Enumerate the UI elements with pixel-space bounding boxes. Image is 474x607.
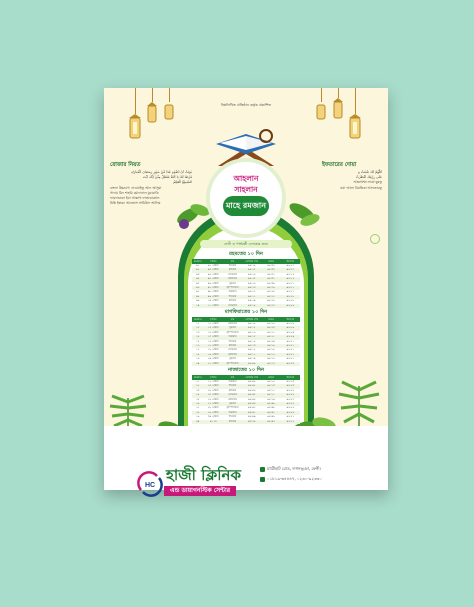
table-cell: ০৯ এপ্রিল	[207, 294, 219, 298]
table-cell: শনিবার	[228, 415, 237, 419]
table-cell: ২০	[196, 361, 200, 365]
table-cell: ১৩ এপ্রিল	[207, 326, 219, 330]
table-cell: ২৬ এপ্রিল	[207, 397, 219, 401]
table-cell: বুধবার	[229, 281, 236, 285]
table-cell: ০৪:২১	[247, 294, 256, 298]
table-cell: ০৪:০২	[247, 406, 256, 410]
table-cell: ০৬:১৯	[286, 322, 295, 325]
table-cell: ২৪ এপ্রিল	[207, 388, 219, 392]
table-cell: শুক্রবার	[228, 410, 237, 414]
table-cell: ০৪:৩২	[267, 272, 275, 276]
table-cell: ০৪:২৪	[247, 281, 256, 285]
table-cell: ০৬:২৬	[286, 406, 295, 410]
table-cell: ০৬:২৩	[286, 361, 295, 365]
table-cell: ০৪:০৭	[247, 384, 256, 388]
table-cell: ২৮ এপ্রিল	[207, 406, 219, 410]
table-cell: ০৭ এপ্রিল	[207, 285, 219, 289]
table-cell: ০৯	[196, 299, 200, 303]
table-cell: মঙ্গলবার	[228, 277, 237, 281]
table-cell: ০৫ এপ্রিল	[207, 277, 219, 281]
table-cell: বৃহস্পতিবার	[226, 330, 239, 334]
table-cell: ২৩ এপ্রিল	[207, 384, 219, 388]
table-cell: ০৩ এপ্রিল	[207, 268, 219, 272]
table-cell: ১৩	[196, 330, 200, 334]
table-cell: রবিবার	[228, 388, 237, 392]
table-cell: বুধবার	[229, 401, 236, 405]
table-cell: মঙ্গলবার	[228, 322, 237, 325]
table-cell: ০৪:০৯	[267, 401, 275, 405]
table-cell: ৩০ এপ্রিল	[207, 415, 219, 419]
table-cell: ০৪:২৩	[247, 285, 256, 289]
table-cell: ১৭	[196, 348, 200, 352]
table-cell: ০৬:২২	[286, 352, 295, 356]
table-header-cell: ইফতার	[286, 260, 295, 263]
table-cell: ১৯ এপ্রিল	[207, 352, 219, 356]
table-cell: ১৬ এপ্রিল	[207, 339, 219, 343]
clinic-name: হাজী ক্লিনিক	[166, 466, 241, 484]
table-cell: ০৪:২৬	[247, 272, 256, 276]
leaf-icon	[280, 192, 324, 236]
table-row	[192, 362, 300, 366]
table-cell: ০৬:১৮	[286, 294, 295, 298]
decorative-circle	[370, 234, 380, 244]
table-cell: ৩০	[196, 419, 200, 423]
ramadan-calendar-poster	[104, 88, 388, 494]
table-cell: ০৪:১৭	[267, 352, 275, 356]
table-cell: ০৪:২৮	[267, 290, 275, 294]
table-cell: ০৬:১৮	[286, 299, 295, 303]
table-cell: ০৪:৩৩	[267, 268, 275, 272]
table-cell: ০৪:১৫	[267, 361, 275, 365]
section-title: নাজাতের ১০ দিন	[228, 367, 264, 373]
table-cell: ০৪:২২	[247, 290, 256, 294]
table-cell: ১০	[196, 303, 200, 307]
table-cell: ১২	[196, 326, 200, 330]
table-cell: ০৬:২৪	[286, 393, 295, 397]
table-cell: ০৮ এপ্রিল	[207, 290, 219, 294]
table-cell: ০৪:২১	[267, 335, 275, 339]
lantern-icon	[128, 88, 142, 148]
table-cell: ০৪:০০	[247, 415, 256, 419]
table-cell: ২২ এপ্রিল	[207, 380, 219, 383]
table-header-cell: রমজান	[194, 318, 202, 321]
table-header-cell: রমজান	[194, 376, 202, 379]
table-cell: ০৭	[196, 290, 200, 294]
table-cell: ০৪:২৯	[267, 285, 275, 289]
table-cell: ০৬:১৫	[286, 268, 295, 272]
table-cell: ০৬ এপ্রিল	[207, 281, 219, 285]
logo-line-2: সাহলান	[234, 185, 258, 194]
table-header-cell: ইফতার	[286, 376, 295, 379]
lantern-icon	[332, 88, 344, 134]
table-cell: ০৬:২০	[286, 330, 295, 334]
table-cell: ০৪:০৬	[267, 415, 275, 419]
table-cell: ১৫ এপ্রিল	[207, 335, 219, 339]
table-cell: বৃহস্পতিবার	[226, 406, 239, 410]
table-cell: বুধবার	[229, 357, 236, 361]
table-header-cell: ইফতার	[286, 318, 295, 321]
table-cell: রবিবার	[228, 343, 237, 347]
timetable-rahmat	[192, 259, 300, 308]
table-cell: ০৪:২২	[267, 330, 275, 334]
timetable-najat	[192, 375, 300, 424]
table-cell: ২১ এপ্রিল	[207, 361, 219, 365]
table-cell: ২৮	[196, 410, 200, 414]
table-cell: ০৬:১৯	[286, 303, 295, 307]
ahlan-sahlan-logo	[206, 158, 286, 238]
table-cell: রবিবার	[228, 419, 237, 423]
table-row	[192, 420, 300, 424]
table-header-cell: সেহরির শেষ	[245, 260, 259, 263]
table-cell: ০৪:০৪	[247, 397, 256, 401]
table-cell: ০৪:২০	[247, 299, 256, 303]
table-cell: ০৪:২০	[267, 339, 275, 343]
table-cell: ০৪:২৪	[267, 322, 275, 325]
table-cell: ১১ এপ্রিল	[207, 303, 219, 307]
table-cell: বৃহস্পতিবার	[226, 361, 239, 365]
table-cell: ০৬:২২	[286, 357, 295, 361]
table-header-cell: সেহরির শেষ	[245, 376, 259, 379]
table-cell: ০৪:০৫	[247, 393, 256, 397]
table-cell: ০১ মে	[209, 419, 217, 423]
table-cell: ১৯	[196, 357, 200, 361]
table-cell: ০৪:১২	[247, 348, 256, 352]
table-cell: ০৪:২৭	[247, 268, 256, 272]
table-cell: ০৪:০৮	[247, 380, 256, 383]
table-cell: ০৬:১৭	[286, 281, 295, 285]
table-cell: ২০ এপ্রিল	[207, 357, 219, 361]
table-cell: রবিবার	[228, 299, 237, 303]
table-header-cell: সেহরির শেষ	[245, 318, 259, 321]
table-cell: ০৪:১২	[267, 388, 275, 392]
table-cell: ০৪:০৮	[267, 406, 275, 410]
table-cell: ০৩	[196, 272, 200, 276]
table-cell: ০৬:১৫	[286, 264, 295, 267]
table-cell: ০৪:৩০	[267, 281, 275, 285]
table-cell: বুধবার	[229, 326, 236, 330]
table-cell: ০৪:৩৪	[267, 264, 275, 267]
table-cell: ১৮ এপ্রিল	[207, 348, 219, 352]
table-cell: ০৪:২৩	[267, 326, 275, 330]
table-cell: ০৬:২৪	[286, 388, 295, 392]
table-cell: ০৪ এপ্রিল	[207, 272, 219, 276]
table-cell: ০৪:০১	[247, 410, 256, 414]
table-cell: ২৫ এপ্রিল	[207, 393, 219, 397]
iftar-dua-title: ইফতারের দোয়া	[322, 162, 357, 168]
table-cell: ০৪:১৩	[247, 343, 256, 347]
table-cell: ০৪:১১	[247, 352, 256, 356]
table-cell: ০৪:০৫	[267, 419, 275, 423]
table-cell: ০৪:২৫	[267, 303, 275, 307]
table-cell: শুক্রবার	[228, 290, 237, 294]
table-cell: ০৬:২১	[286, 343, 295, 347]
table-cell: ০৬:১৬	[286, 277, 295, 281]
table-cell: ০৪:০৬	[247, 388, 256, 392]
table-cell: ২১	[196, 380, 200, 383]
table-header-cell: তারিখ	[209, 260, 217, 263]
table-cell: ০৬:১৭	[286, 290, 295, 294]
table-cell: ০৬:২৭	[286, 419, 295, 423]
phone-icon	[260, 477, 265, 482]
table-cell: ০৪:১৬	[267, 357, 275, 361]
table-cell: ০৬:২৩	[286, 384, 295, 388]
table-header-cell: তারিখ	[209, 376, 217, 379]
table-cell: ০৬:১৭	[286, 285, 295, 289]
table-cell: ০৬:২৩	[286, 380, 295, 383]
table-header-cell: বার	[230, 376, 235, 379]
lantern-icon	[348, 88, 362, 148]
location-icon	[260, 467, 265, 472]
table-cell: ১৭ এপ্রিল	[207, 343, 219, 347]
table-cell: ২৬	[196, 401, 200, 405]
table-cell: সোমবার	[228, 348, 237, 352]
table-cell: ০৪:২৭	[267, 294, 275, 298]
table-cell: ০৬	[196, 285, 200, 289]
table-cell: শনিবার	[228, 339, 237, 343]
area-subtitle: ফেনী ও পার্শ্ববর্তী এলাকার জন্য	[200, 240, 292, 248]
table-cell: ০৪:২৬	[267, 299, 275, 303]
table-cell: ০৪:১৯	[267, 343, 275, 347]
table-cell: ০৪:১৭	[247, 326, 256, 330]
table-cell: মঙ্গলবার	[228, 352, 237, 356]
table-cell: ২৪	[196, 393, 200, 397]
table-cell: ০৪:১৬	[247, 330, 256, 334]
svg-text:HC: HC	[144, 482, 156, 489]
table-cell: ০৪:০৯	[247, 361, 256, 365]
logo-line-1: আহলান	[233, 174, 259, 183]
table-cell: ০৬:১৬	[286, 272, 295, 276]
clinic-phone: ০১৮১৯-৬৪৪৪৭, ০২৩০-৯২৩৩০	[260, 476, 322, 483]
table-cell: ২৯ এপ্রিল	[207, 410, 219, 414]
table-cell: ০৬:২১	[286, 339, 295, 343]
table-cell: ০৬:২৫	[286, 401, 295, 405]
table-cell: ০৪:১০	[267, 397, 275, 401]
clinic-logo-icon	[138, 472, 162, 496]
table-cell: ১২ এপ্রিল	[207, 322, 219, 325]
clinic-address: মহুরীহাট রোড, দাগনভূঞা, ফেনী।	[260, 466, 321, 473]
table-row	[192, 304, 300, 308]
table-cell: সোমবার	[228, 393, 237, 397]
table-cell: ০৬:২০	[286, 335, 295, 339]
table-cell: বৃহস্পতিবার	[226, 285, 239, 289]
table-header-cell: রমজান	[194, 260, 202, 263]
table-cell: ১০ এপ্রিল	[207, 299, 219, 303]
table-cell: ০৪:২৫	[247, 277, 256, 281]
logo-line-3: মাহে রমজান	[223, 196, 269, 216]
table-cell: ২৩	[196, 388, 200, 392]
niyat-title: রোজার নিয়ত	[110, 162, 141, 168]
table-cell: ০৮	[196, 294, 200, 298]
section-title: রহমতের ১০ দিন	[229, 251, 263, 257]
table-header-cell: ফজর	[268, 260, 274, 263]
table-header-cell: তারিখ	[209, 318, 217, 321]
table-cell: শনিবার	[228, 294, 237, 298]
table-cell: শুক্রবার	[228, 380, 237, 383]
table-cell: ২৯	[196, 415, 200, 419]
table-header-cell: ফজর	[268, 376, 274, 379]
table-cell: শনিবার	[228, 264, 237, 267]
table-cell: ০৪:১০	[247, 357, 256, 361]
table-cell: ১৮	[196, 352, 200, 356]
table-cell: ১১	[196, 322, 200, 325]
table-cell: ০৬:২৬	[286, 410, 295, 414]
table-cell: ০৫	[196, 281, 200, 285]
table-cell: ০৩:৫৯	[247, 419, 256, 423]
table-cell: ০৬:২৫	[286, 397, 295, 401]
table-header-cell: বার	[230, 318, 235, 321]
iftar-dua-text: اَللَّهُمَّ لَكَ صُمْتُ وَ عَلَى رِزْقِكَ اَفْطَرْتُ আল্লাহুম্মা লাকা ছুমতু ওয়া আলা রিযক্বিকা আফতারতু	[339, 170, 382, 190]
table-cell: ০৪:২৮	[247, 264, 256, 267]
table-cell: ০৪:১৪	[247, 339, 256, 343]
table-cell: ০৪	[196, 277, 200, 281]
table-cell: মঙ্গলবার	[228, 397, 237, 401]
table-cell: ০২ এপ্রিল	[207, 264, 219, 267]
table-cell: ১৪	[196, 335, 200, 339]
table-cell: ২৭ এপ্রিল	[207, 401, 219, 405]
table-cell: ০৪:১৮	[247, 322, 256, 325]
table-header-cell: ফজর	[268, 318, 274, 321]
table-cell: ০১	[196, 264, 200, 267]
table-cell: ০৪:১৫	[247, 335, 256, 339]
table-cell: ২৭	[196, 406, 200, 410]
table-cell: ০৪:০৭	[267, 410, 275, 414]
table-header-cell: বার	[230, 260, 235, 263]
table-cell: ০৪:১৪	[267, 380, 275, 383]
table-cell: ২৫	[196, 397, 200, 401]
table-cell: ০৬:১৯	[286, 326, 295, 330]
table-cell: সোমবার	[228, 272, 237, 276]
timetable-magfirat	[192, 317, 300, 366]
sponsor-line: নিম্নলিখিত প্রতিষ্ঠান কর্তৃক প্রকাশিত	[220, 103, 272, 107]
table-cell: ২২	[196, 384, 200, 388]
clinic-subtitle: এন্ড ডায়াগনস্টিক সেন্টার	[164, 486, 236, 496]
table-cell: ০৪:১৯	[247, 303, 256, 307]
table-cell: ১৫	[196, 339, 200, 343]
table-cell: ০৬:২৭	[286, 415, 295, 419]
niyat-text: نَوَيْتُ اَنْ اَصُوْمَ غَدًا مِّنْ شَهْرِ رَمَضَانَ الْمُبَارَكِ فَرْضًا لَكَ يَا اَللهُ فَتَقَبَّلْ مِنِّيْ اِنَّكَ اَنْتَ السَّمِيْعُ الْعَلِيْمُ বাংলা উচ্চারণ: নাওয়াইতু আন আসুমা গাদাম মিন শাহরি রমাদানাল মুবারাকি ফারদাল্লাকা ইয়া আল্লাহু ফাতাকাব্বাল মিন্নি ইন্নাকা আনতাস সামিউল আলিম	[110, 170, 192, 206]
table-cell: ১৪ এপ্রিল	[207, 330, 219, 334]
table-cell: ০৪:১৩	[267, 384, 275, 388]
table-cell: ০৪:৩১	[267, 277, 275, 281]
table-cell: ০৪:১৮	[267, 348, 275, 352]
table-cell: ০২	[196, 268, 200, 272]
section-title: মাগফিরাতের ১০ দিন	[224, 309, 268, 315]
table-cell: শুক্রবার	[228, 335, 237, 339]
lantern-icon	[146, 88, 158, 134]
table-cell: ০৪:১১	[267, 393, 275, 397]
table-cell: ০৬:২১	[286, 348, 295, 352]
table-cell: ০৪:০৩	[247, 401, 256, 405]
table-cell: সোমবার	[228, 303, 237, 307]
table-cell: শনিবার	[228, 384, 237, 388]
table-cell: ১৬	[196, 343, 200, 347]
table-cell: রবিবার	[228, 268, 237, 272]
